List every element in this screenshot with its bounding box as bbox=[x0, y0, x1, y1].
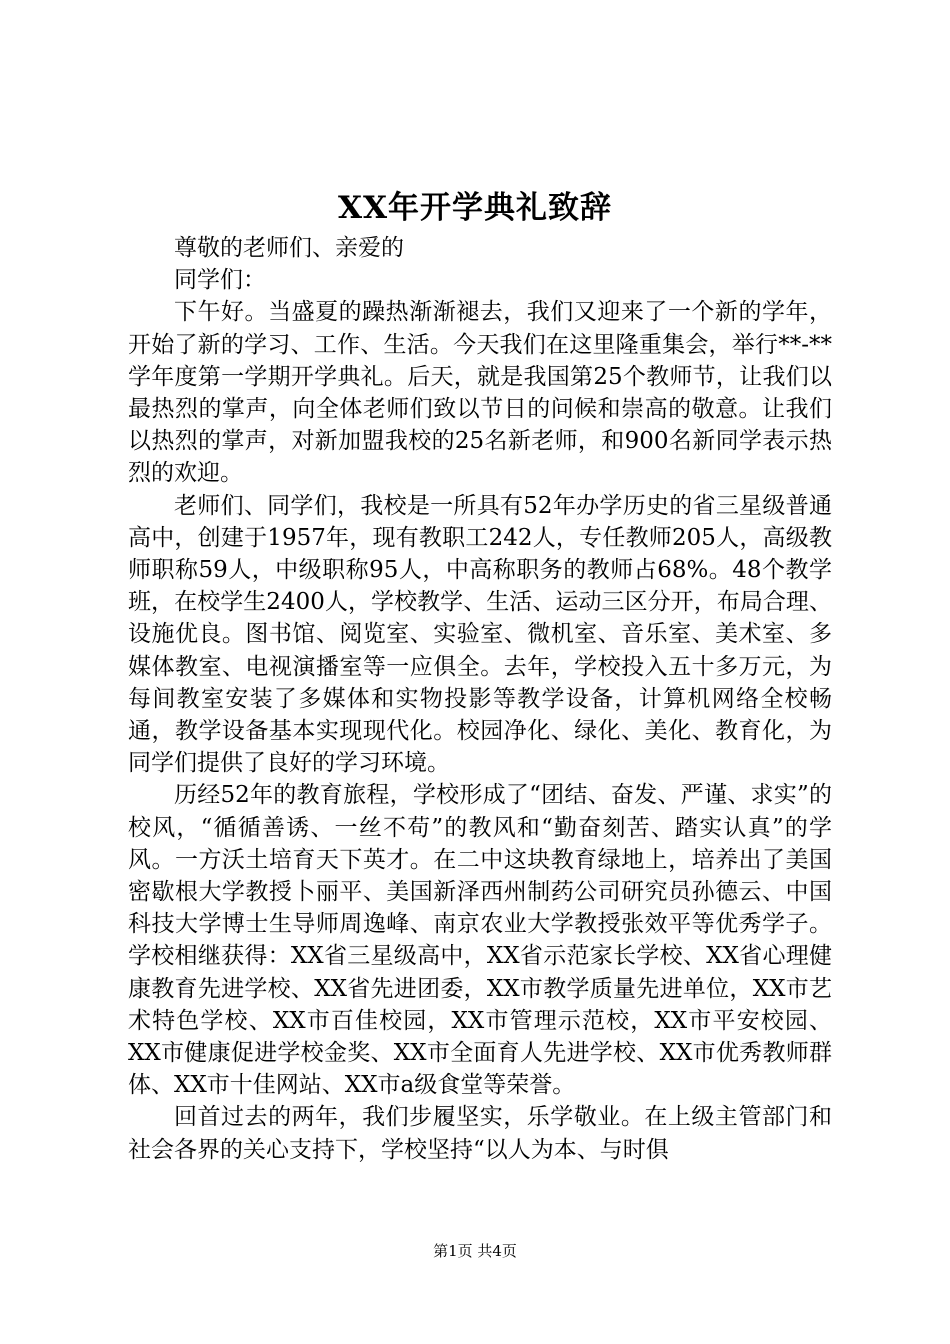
greeting-line: 同学们： bbox=[174, 267, 266, 294]
greeting-line: 尊敬的老师们、亲爱的 bbox=[174, 235, 404, 261]
body-paragraph: 下午好。当盛夏的躁热渐渐褪去，我们又迎来了一个新的学年，开始了新的学习、工作、生活。今天我们在这里隆重集会，举行**-**学年度第一学期开学典礼。后天，就是我国第25个教师节，让我们以最热烈的掌声，向全体老师们致以节日的问候和崇高的敬意。让我们以热烈的掌声，对新加盟我校的25名新老师，和900名新同学表示热烈的欢迎。 bbox=[128, 299, 832, 487]
body-paragraph: 老师们、同学们，我校是一所具有52年办学历史的省三星级普通高中，创建于1957年，现有教职工242人，专任教师205人，高级教师职称59人，中级职称95人，中高称职务的教师占68%。48个教学班，在校学生2400人，学校教学、生活、运动三区分开，布局合理、设施优良。图书馆、阅览室、实验室、微机室、音乐室、美术室、多媒体教室、电视演播室等一应俱全。去年，学校投入五十多万元，为每间教室安装了多媒体和实物投影等教学设备，计算机网络全校畅通，教学设备基本实现现代化。校园净化、绿化、美化、教育化，为同学们提供了良好的学习环境。 bbox=[128, 492, 832, 777]
body-paragraph: 历经52年的教育旅程，学校形成了“团结、奋发、严谨、求实”的校风，“循循善诱、一丝不苟”的教风和“勤奋刻苦、踏实认真”的学风。一方沃土培育天下英才。在二中这块教育绿地上，培养出了美国密歇根大学教授卜丽平、美国新泽西州制药公司研究员孙德云、中国科技大学博士生导师周逸峰、南京农业大学教授张效平等优秀学子。学校相继获得：XX省三星级高中，XX省示范家长学校、XX省心理健康教育先进学校、XX省先进团委，XX市教学质量先进单位，XX市艺术特色学校、XX市百佳校园，XX市管理示范校，XX市平安校园、XX市健康促进学校金奖、XX市全面育人先进学校、XX市优秀教师群体、XX市十佳网站、XX市a级食堂等荣誉。 bbox=[128, 782, 832, 1099]
document-body bbox=[128, 232, 832, 1166]
page-footer: 第1页 共4页 bbox=[433, 1242, 517, 1260]
document-title: XX年开学典礼致辞 bbox=[337, 190, 613, 226]
body-paragraph: 回首过去的两年，我们步履坚实，乐学敬业。在上级主管部门和社会各界的关心支持下，学校坚持“以人为本、与时俱 bbox=[128, 1104, 832, 1163]
